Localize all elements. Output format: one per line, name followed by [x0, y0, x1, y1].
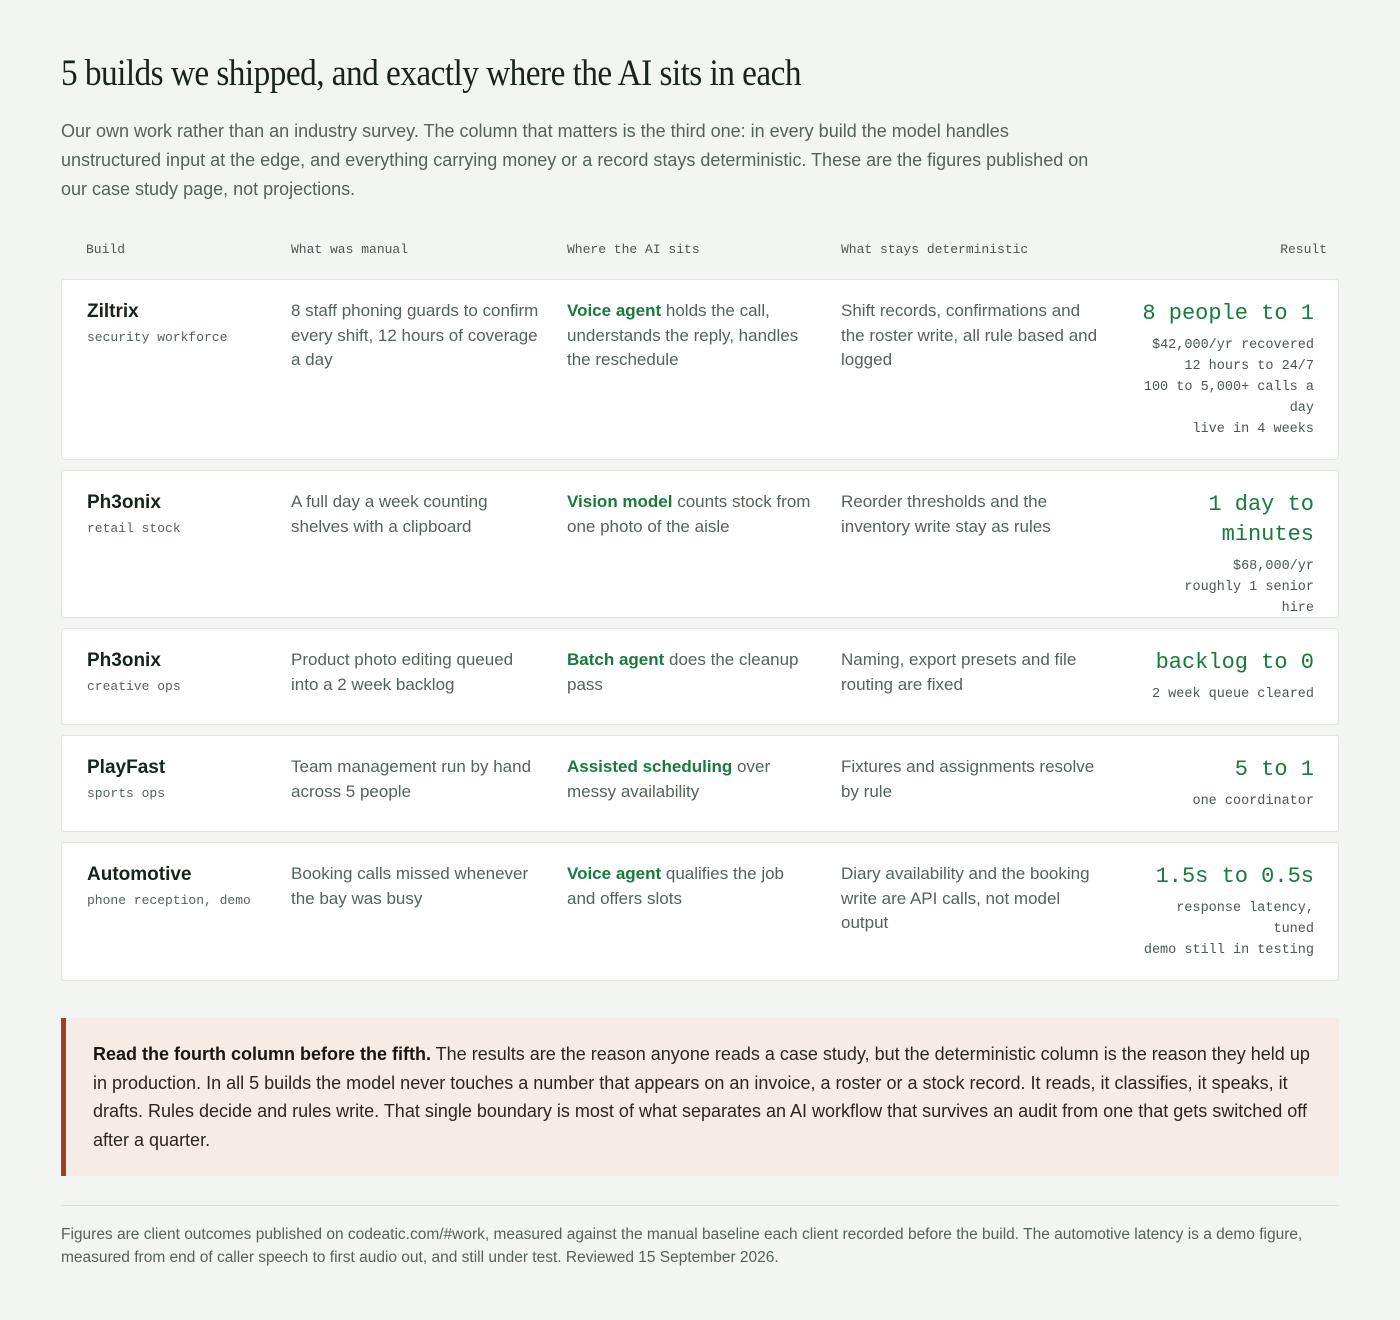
manual-cell: Booking calls missed whenever the bay was busy — [291, 864, 529, 908]
result-headline: 5 to 1 — [1234, 757, 1314, 782]
client-name: Ph3onix — [87, 492, 161, 513]
client-sector: phone reception, demo — [87, 893, 251, 908]
deterministic-cell: Naming, export presets and file routing are fixed — [841, 650, 1077, 694]
ai-description: does the cleanup pass — [567, 650, 799, 694]
intro-paragraph: Our own work rather than an industry survey. The column that matters is the third one: in every build the model handles unstructured input at the edge, and everything carrying money or a record stays deterministic. These are the figures published on our case study page, not projections. — [61, 121, 1089, 199]
deterministic-cell: Shift records, confirmations and the roster write, all rule based and logged — [841, 301, 1098, 369]
result-detail: $68,000/yr — [1232, 559, 1314, 574]
page-title: 5 builds we shipped, and exactly where the AI sits in each — [61, 53, 801, 94]
table-row — [61, 735, 1339, 832]
result-detail: live in 4 weeks — [1192, 422, 1314, 437]
client-sector: retail stock — [87, 521, 181, 536]
column-header-result: Result — [1280, 242, 1327, 257]
result-cell — [1114, 648, 1314, 705]
ai-component: Voice agent — [567, 301, 662, 320]
build-cell — [87, 490, 277, 538]
divider — [61, 1205, 1339, 1206]
result-cell — [1129, 862, 1314, 961]
result-cell — [1114, 755, 1314, 812]
build-cell — [87, 755, 277, 803]
result-headline: 1 day to minutes — [1208, 492, 1314, 547]
table-row — [61, 279, 1339, 460]
build-cell — [87, 299, 277, 347]
column-header-manual: What was manual — [291, 242, 409, 257]
ai-component: Voice agent — [567, 864, 662, 883]
column-header-build: Build — [86, 242, 126, 257]
manual-cell: Team management run by hand across 5 people — [291, 757, 532, 801]
result-detail: roughly 1 senior hire — [1184, 580, 1314, 616]
manual-cell: 8 staff phoning guards to confirm every shift, 12 hours of coverage a day — [291, 301, 539, 369]
ai-component: Assisted scheduling — [567, 757, 733, 776]
table-header — [61, 242, 1339, 262]
ai-description: holds the call, understands the reply, handles the reschedule — [567, 301, 799, 369]
footnote: Figures are client outcomes published on codeatic.com/#work, measured against the manual baseline each client recorded before the build. The automotive latency is a demo figure, measured from end of caller speech to first audio out, and still under test. Reviewed 15 September 2026. — [61, 1226, 1303, 1266]
manual-cell: Product photo editing queued into a 2 week backlog — [291, 650, 514, 694]
client-sector: sports ops — [87, 786, 166, 801]
ai-component: Vision model — [567, 492, 673, 511]
build-cell — [87, 862, 277, 910]
result-cell — [1114, 299, 1314, 440]
table-row — [61, 470, 1339, 618]
client-sector: creative ops — [87, 679, 181, 694]
result-headline: backlog to 0 — [1155, 650, 1314, 675]
callout-body: The results are the reason anyone reads a case study, but the deterministic column is the reason they held up in production. In all 5 builds the model never touches a number that appears on an invoice, a roster or a stock record. It reads, it classifies, it speaks, it drafts. Rules decide and rules write. That single boundary is most of what separates an AI workflow that survives an audit from one that gets switched off after a quarter. — [93, 1044, 1310, 1150]
ai-cell — [567, 755, 817, 804]
result-detail: response latency, tuned — [1176, 901, 1314, 937]
client-sector: security workforce — [87, 330, 228, 345]
result-headline: 8 people to 1 — [1142, 301, 1314, 326]
client-name: Ziltrix — [87, 301, 139, 322]
client-name: PlayFast — [87, 757, 166, 778]
result-headline: 1.5s to 0.5s — [1155, 864, 1314, 889]
build-cell — [87, 648, 277, 696]
client-name: Automotive — [87, 864, 192, 885]
table-row — [61, 628, 1339, 725]
ai-cell — [567, 648, 817, 697]
ai-description: qualifies the job and offers slots — [567, 864, 785, 908]
result-detail: 2 week queue cleared — [1151, 687, 1314, 702]
column-header-ai: Where the AI sits — [567, 242, 700, 257]
result-detail: one coordinator — [1192, 794, 1314, 809]
ai-cell — [567, 299, 817, 373]
ai-cell — [567, 490, 817, 539]
ai-cell — [567, 862, 817, 911]
ai-component: Batch agent — [567, 650, 665, 669]
deterministic-cell: Diary availability and the booking write are API calls, not model output — [841, 864, 1090, 932]
ai-description: over messy availability — [567, 757, 771, 801]
client-name: Ph3onix — [87, 650, 161, 671]
result-cell — [1154, 490, 1314, 619]
column-header-deterministic: What stays deterministic — [841, 242, 1029, 257]
deterministic-cell: Reorder thresholds and the inventory write stay as rules — [841, 492, 1051, 536]
deterministic-cell: Fixtures and assignments resolve by rule — [841, 757, 1095, 801]
result-detail: 12 hours to 24/7 — [1184, 359, 1314, 374]
callout-box — [61, 1018, 1339, 1176]
callout-lead: Read the fourth column before the fifth. — [93, 1044, 431, 1064]
result-detail: demo still in testing — [1143, 943, 1314, 958]
result-detail: $42,000/yr recovered — [1151, 338, 1314, 353]
result-detail: 100 to 5,000+ calls a day — [1143, 380, 1314, 416]
ai-description: counts stock from one photo of the aisle — [567, 492, 811, 536]
table-row — [61, 842, 1339, 981]
manual-cell: A full day a week counting shelves with a clipboard — [291, 492, 488, 536]
